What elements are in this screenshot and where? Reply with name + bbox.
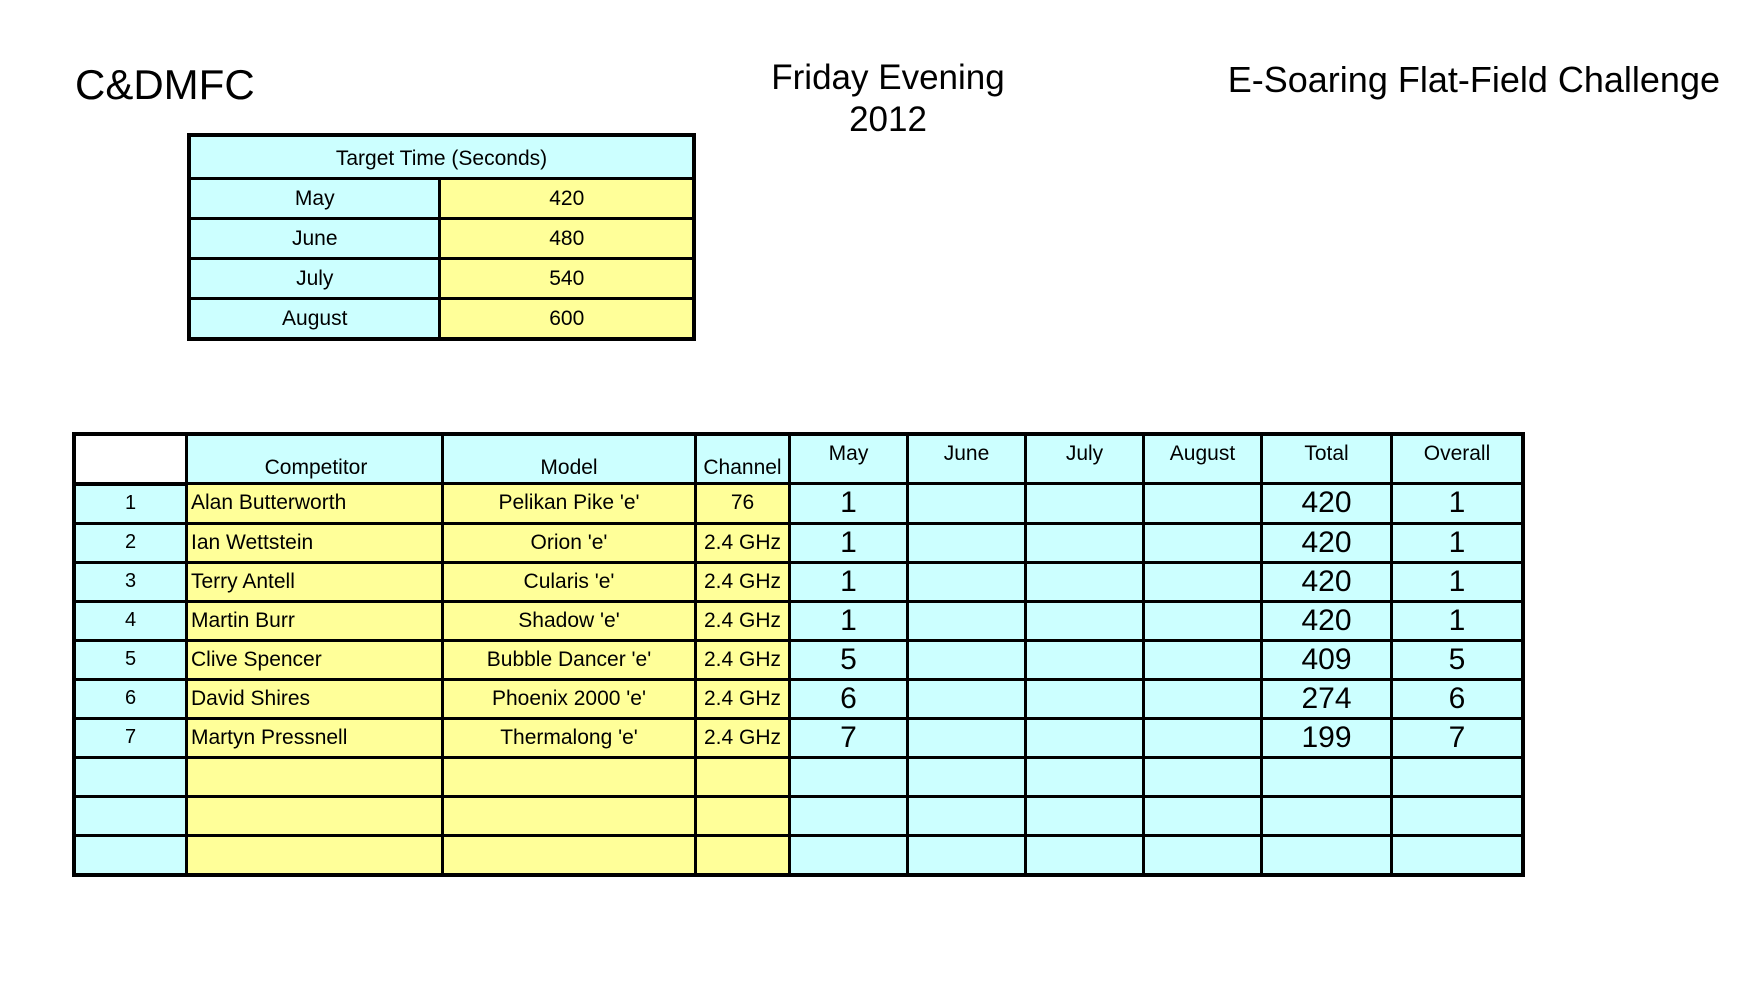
total-cell xyxy=(1262,835,1392,875)
june-score-cell xyxy=(908,523,1026,562)
results-header-row xyxy=(74,434,1523,484)
event-title-line1: Friday Evening xyxy=(771,58,1005,97)
overall-cell: 1 xyxy=(1392,484,1524,524)
table-row xyxy=(74,757,1523,796)
august-score-cell xyxy=(1144,835,1262,875)
position-cell xyxy=(74,835,187,875)
event-title xyxy=(700,57,1076,141)
may-score-cell: 1 xyxy=(790,601,908,640)
target-time-row xyxy=(189,259,694,299)
table-row xyxy=(74,796,1523,835)
model-cell[interactable]: Cularis 'e' xyxy=(443,562,696,601)
column-header-competitor: Competitor xyxy=(187,434,443,484)
target-month-cell: June xyxy=(189,219,440,259)
model-cell[interactable] xyxy=(443,757,696,796)
august-score-cell xyxy=(1144,796,1262,835)
total-cell xyxy=(1262,757,1392,796)
model-cell[interactable]: Pelikan Pike 'e' xyxy=(443,484,696,524)
may-score-cell: 1 xyxy=(790,484,908,524)
may-score-cell xyxy=(790,796,908,835)
event-title-line2: 2012 xyxy=(849,100,927,139)
competitor-cell[interactable]: Ian Wettstein xyxy=(187,523,443,562)
overall-cell: 5 xyxy=(1392,640,1524,679)
july-score-cell xyxy=(1026,796,1144,835)
june-score-cell xyxy=(908,835,1026,875)
total-cell: 420 xyxy=(1262,562,1392,601)
august-score-cell xyxy=(1144,757,1262,796)
channel-cell[interactable] xyxy=(696,835,790,875)
position-cell: 6 xyxy=(74,679,187,718)
position-cell: 1 xyxy=(74,484,187,524)
model-cell[interactable]: Phoenix 2000 'e' xyxy=(443,679,696,718)
table-row xyxy=(74,562,1523,601)
may-score-cell: 1 xyxy=(790,562,908,601)
target-month-cell: July xyxy=(189,259,440,299)
position-cell: 5 xyxy=(74,640,187,679)
club-title: C&DMFC xyxy=(75,61,255,108)
target-seconds-cell[interactable]: 480 xyxy=(440,219,694,259)
table-row xyxy=(74,835,1523,875)
june-score-cell xyxy=(908,757,1026,796)
competitor-cell[interactable]: Alan Butterworth xyxy=(187,484,443,524)
july-score-cell xyxy=(1026,562,1144,601)
may-score-cell: 6 xyxy=(790,679,908,718)
june-score-cell xyxy=(908,718,1026,757)
target-time-row xyxy=(189,219,694,259)
total-cell: 420 xyxy=(1262,601,1392,640)
target-time-table xyxy=(187,133,696,341)
may-score-cell: 7 xyxy=(790,718,908,757)
corner-blank-cell xyxy=(74,434,187,484)
july-score-cell xyxy=(1026,640,1144,679)
target-time-title: Target Time (Seconds) xyxy=(189,135,694,179)
position-cell: 4 xyxy=(74,601,187,640)
channel-cell[interactable] xyxy=(696,757,790,796)
table-row xyxy=(74,640,1523,679)
total-cell xyxy=(1262,796,1392,835)
target-seconds-cell[interactable]: 540 xyxy=(440,259,694,299)
may-score-cell xyxy=(790,757,908,796)
june-score-cell xyxy=(908,484,1026,524)
may-score-cell: 1 xyxy=(790,523,908,562)
column-header-overall: Overall xyxy=(1392,434,1524,484)
competitor-cell[interactable]: Martyn Pressnell xyxy=(187,718,443,757)
target-month-cell: August xyxy=(189,299,440,340)
overall-cell: 1 xyxy=(1392,523,1524,562)
overall-cell: 1 xyxy=(1392,601,1524,640)
target-seconds-cell[interactable]: 600 xyxy=(440,299,694,340)
model-cell[interactable]: Shadow 'e' xyxy=(443,601,696,640)
model-cell[interactable] xyxy=(443,835,696,875)
competitor-cell[interactable]: Martin Burr xyxy=(187,601,443,640)
model-cell[interactable] xyxy=(443,796,696,835)
total-cell: 420 xyxy=(1262,523,1392,562)
overall-cell: 6 xyxy=(1392,679,1524,718)
august-score-cell xyxy=(1144,718,1262,757)
competitor-cell[interactable] xyxy=(187,835,443,875)
table-row xyxy=(74,718,1523,757)
competitor-cell[interactable]: Clive Spencer xyxy=(187,640,443,679)
may-score-cell: 5 xyxy=(790,640,908,679)
august-score-cell xyxy=(1144,640,1262,679)
competitor-cell[interactable] xyxy=(187,757,443,796)
july-score-cell xyxy=(1026,835,1144,875)
position-cell xyxy=(74,796,187,835)
competitor-cell[interactable] xyxy=(187,796,443,835)
column-header-model: Model xyxy=(443,434,696,484)
overall-cell xyxy=(1392,757,1524,796)
overall-cell xyxy=(1392,796,1524,835)
table-row xyxy=(74,601,1523,640)
june-score-cell xyxy=(908,640,1026,679)
may-score-cell xyxy=(790,835,908,875)
model-cell[interactable]: Thermalong 'e' xyxy=(443,718,696,757)
channel-cell[interactable]: 2.4 GHz xyxy=(696,562,790,601)
target-time-header-row xyxy=(189,135,694,179)
table-row xyxy=(74,679,1523,718)
column-header-july: July xyxy=(1026,434,1144,484)
august-score-cell xyxy=(1144,679,1262,718)
august-score-cell xyxy=(1144,601,1262,640)
target-month-cell: May xyxy=(189,179,440,219)
july-score-cell xyxy=(1026,718,1144,757)
august-score-cell xyxy=(1144,562,1262,601)
july-score-cell xyxy=(1026,757,1144,796)
position-cell: 2 xyxy=(74,523,187,562)
table-row xyxy=(74,484,1523,524)
target-time-row xyxy=(189,299,694,340)
total-cell: 409 xyxy=(1262,640,1392,679)
column-header-august: August xyxy=(1144,434,1262,484)
competitor-cell[interactable]: David Shires xyxy=(187,679,443,718)
channel-cell[interactable]: 76 xyxy=(696,484,790,524)
august-score-cell xyxy=(1144,484,1262,524)
channel-cell[interactable]: 2.4 GHz xyxy=(696,601,790,640)
july-score-cell xyxy=(1026,523,1144,562)
column-header-total: Total xyxy=(1262,434,1392,484)
total-cell: 199 xyxy=(1262,718,1392,757)
total-cell: 274 xyxy=(1262,679,1392,718)
july-score-cell xyxy=(1026,601,1144,640)
overall-cell: 1 xyxy=(1392,562,1524,601)
challenge-title: E-Soaring Flat-Field Challenge xyxy=(1227,59,1720,100)
june-score-cell xyxy=(908,562,1026,601)
overall-cell: 7 xyxy=(1392,718,1524,757)
june-score-cell xyxy=(908,679,1026,718)
table-row xyxy=(74,523,1523,562)
overall-cell xyxy=(1392,835,1524,875)
competitor-cell[interactable]: Terry Antell xyxy=(187,562,443,601)
results-table xyxy=(72,432,1525,877)
target-time-row xyxy=(189,179,694,219)
column-header-june: June xyxy=(908,434,1026,484)
column-header-may: May xyxy=(790,434,908,484)
channel-cell[interactable] xyxy=(696,796,790,835)
july-score-cell xyxy=(1026,484,1144,524)
model-cell[interactable]: Orion 'e' xyxy=(443,523,696,562)
july-score-cell xyxy=(1026,679,1144,718)
target-seconds-cell[interactable]: 420 xyxy=(440,179,694,219)
column-header-channel: Channel xyxy=(696,434,790,484)
total-cell: 420 xyxy=(1262,484,1392,524)
june-score-cell xyxy=(908,601,1026,640)
channel-cell[interactable]: 2.4 GHz xyxy=(696,718,790,757)
model-cell[interactable]: Bubble Dancer 'e' xyxy=(443,640,696,679)
june-score-cell xyxy=(908,796,1026,835)
channel-cell[interactable]: 2.4 GHz xyxy=(696,640,790,679)
position-cell: 7 xyxy=(74,718,187,757)
position-cell: 3 xyxy=(74,562,187,601)
august-score-cell xyxy=(1144,523,1262,562)
channel-cell[interactable]: 2.4 GHz xyxy=(696,679,790,718)
channel-cell[interactable]: 2.4 GHz xyxy=(696,523,790,562)
position-cell xyxy=(74,757,187,796)
